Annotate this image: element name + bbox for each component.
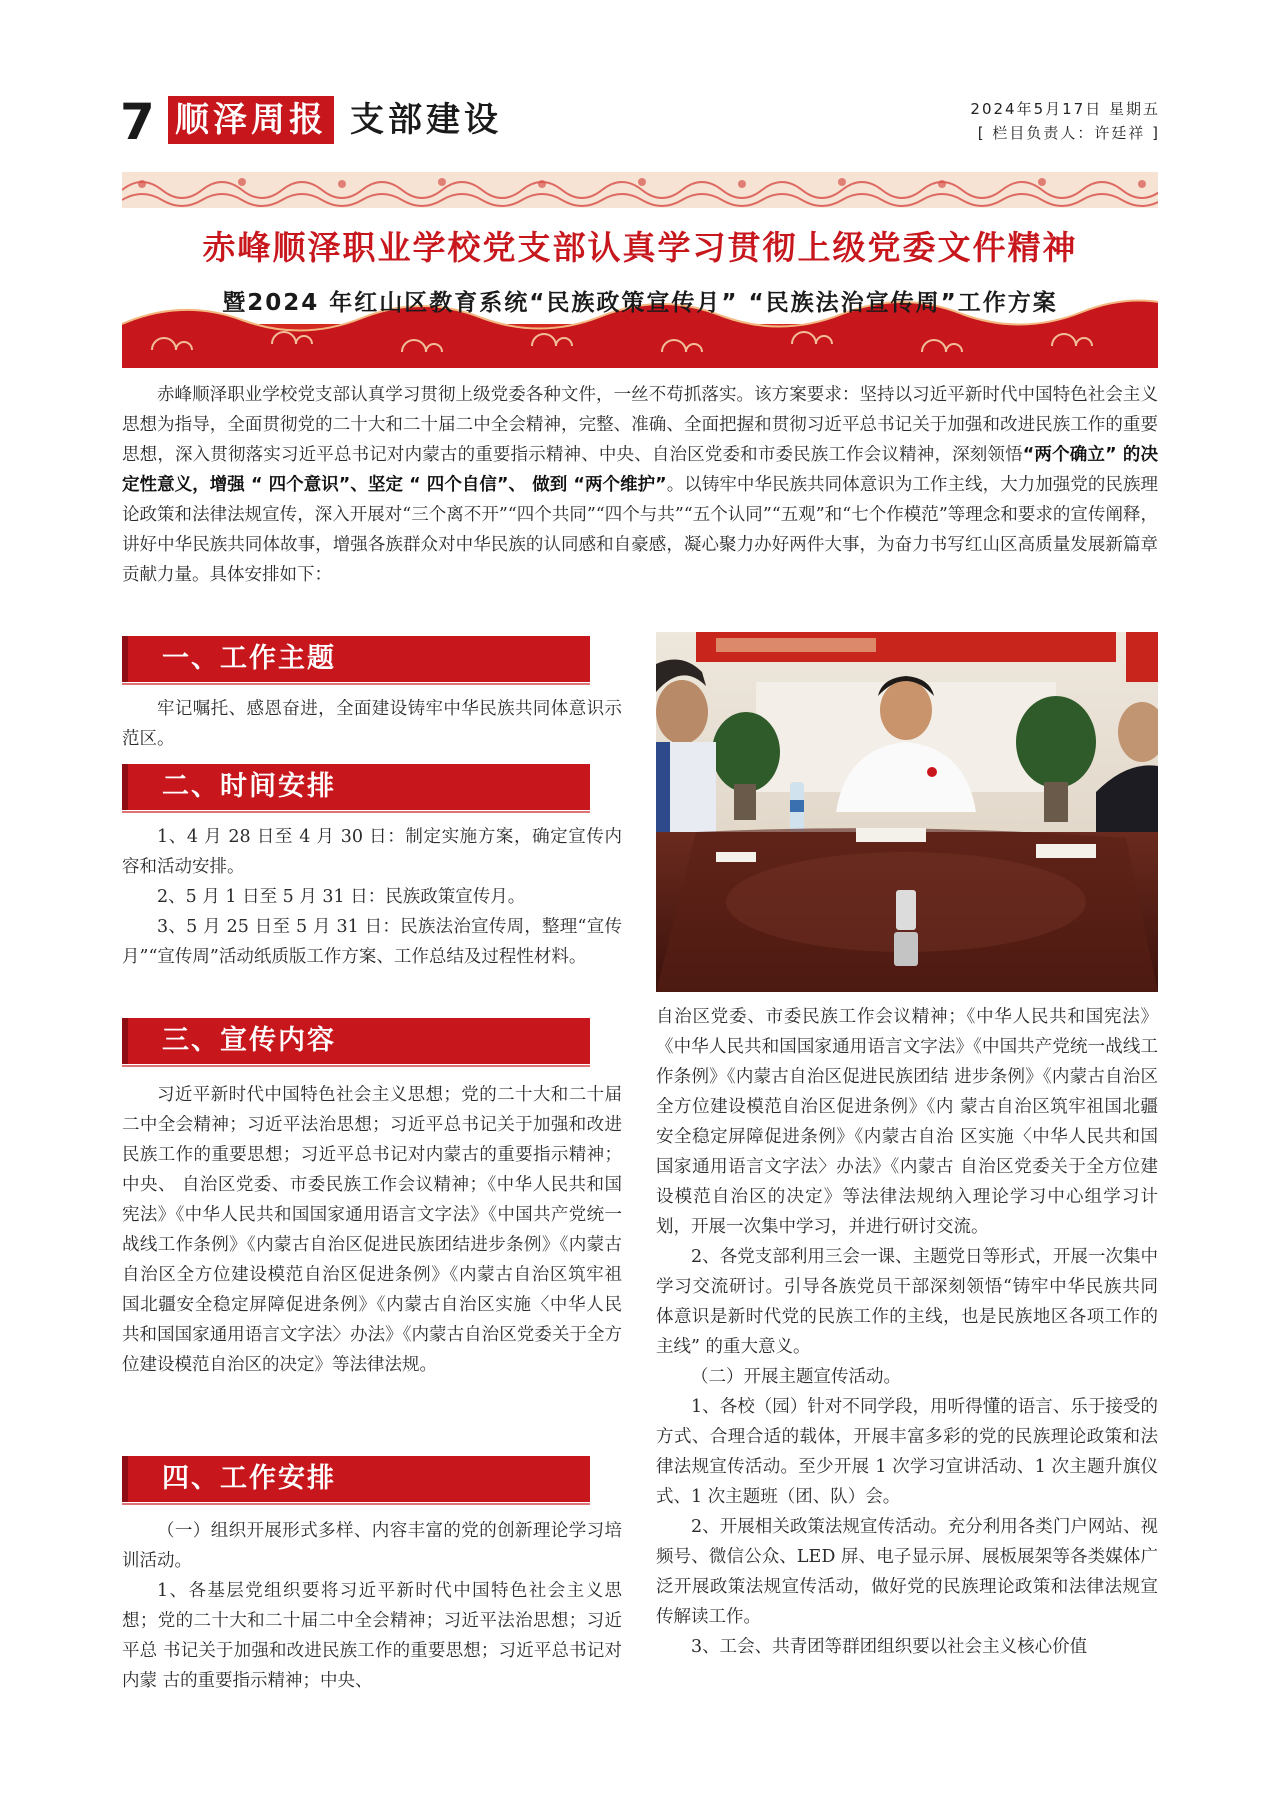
article-subtitle: 暨2024 年红山区教育系统“民族政策宣传月” “民族法治宣传周”工作方案	[222, 290, 1058, 316]
meeting-photo	[656, 632, 1158, 992]
article-title: 赤峰顺泽职业学校党支部认真学习贯彻上级党委文件精神	[202, 228, 1078, 267]
section-header-arrangement: 四、工作安排	[122, 1456, 590, 1502]
column-editor: [ 栏目负责人：许廷祥 ]	[977, 124, 1160, 142]
section-header-schedule: 二、时间安排	[122, 764, 590, 810]
intro-paragraph: 赤峰顺泽职业学校党支部认真学习贯彻上级党委各种文件，一丝不苟抓落实。该方案要求：坚持以习近平新时代中国特色社会主义思想为指导，全面贯彻党的二十大和二十届二中全会精神，完整、准确、全面把握和贯彻习近平总书记关于加强和改进民族工作的重要思想，深入贯彻落实习近平总书记对内蒙古的重要指示精神、中央、自治区党委和市委民族工作会议精神，深刻领悟“两个确立” 的决定性意义，增强 “ 四个意识”、坚定 “ 四个自信”、 做到 “两个维护”。以铸牢中华民族共同体意识为工作主线，大力加强党的民族理论政策和法律法规宣传，深入开展对“三个离不开”“四个共同”“四个与共”“五个认同”“五观”和“七个作模范”等理念和要求的宣传阐释，讲好中华民族共同体故事，增强各族群众对中华民族的认同感和自豪感，凝心聚力办好两件大事，为奋力书写红山区高质量发展新篇章贡献力量。具体安排如下：	[122, 385, 1159, 585]
list-item: 2、5 月 1 日至 5 月 31 日：民族政策宣传月。	[157, 887, 526, 907]
schedule-list	[122, 822, 622, 972]
newspaper-logo: 顺泽周报	[168, 96, 334, 144]
list-item: 3、5 月 25 日至 5 月 31 日：民族法治宣传周，整理“宣传月”“宣传周”活动纸质版工作方案、工作总结及过程性材料。	[122, 917, 622, 967]
work-theme-text: 牢记嘱托、感恩奋进，全面建设铸牢中华民族共同体意识示范区。	[122, 699, 622, 749]
section-header-content: 三、宣传内容	[122, 1018, 590, 1064]
right-column-text: 自治区党委、市委民族工作会议精神；《中华人民共和国宪法》《中华人民共和国国家通用语言文字法》《中国共产党统一战线工作条例》《内蒙古自治区促进民族团结 进步条例》《内蒙古自治区全方位建设模范自治区促进条例》《内 蒙古自治区筑牢祖国北疆安全稳定屏障促进条例》《内蒙古自治 区实施〈中华人民共和国国家通用语言文字法〉办法》《内蒙古 自治区党委关于全方位建设模范自治区的决定》等法律法规纳入理论学习中心组学习计划，开展一次集中学习，并进行研讨交流。 2、各党支部利用三会一课、主题党日等形式，开展一次集中 学习交流研讨。引导各族党员干部深刻领悟“铸牢中华民族共同 体意识是新时代党的民族工作的主线，也是民族地区各项工作的主线” 的重大意义。 （二）开展主题宣传活动。 1、各校（园）针对不同学段，用听得懂的语言、乐于接受的 方式、合理合适的载体，开展丰富多彩的党的民族理论政策和法 律法规宣传活动。至少开展 1 次学习宣讲活动、1 次主题升旗仪式、1 次主题班（团、队）会。 2、开展相关政策法规宣传活动。充分利用各类门户网站、视频号、微信公众、LED 屏、电子显示屏、展板展架等各类媒体广 泛开展政策法规宣传活动，做好党的民族理论政策和法律法规宣传解读工作。 3、工会、共青团等群团组织要以社会主义核心价值	[656, 1007, 1158, 1657]
content-text: 习近平新时代中国特色社会主义思想；党的二十大和二十届二中全会精神；习近平法治思想；习近平总书记关于加强和改进民族工作的重要思想；习近平总书记对内蒙古的重要指示精神；中央、 自治区党委、市委民族工作会议精神；《中华人民共和国 宪法》《中华人民共和国国家通用语言文字法》《中国共产党统一 战线工作条例》《内蒙古自治区促进民族团结进步条例》《内蒙古 自治区全方位建设模范自治区促进条例》《内蒙古自治区筑牢祖 国北疆安全稳定屏障促进条例》《内蒙古自治区实施〈中华人民 共和国国家通用语言文字法〉办法》《内蒙古自治区党委关于全方位建设模范自治区的决定》等法律法规。	[122, 1085, 622, 1375]
title-banner	[122, 172, 1158, 368]
arrangement-text: （一）组织开展形式多样、内容丰富的党的创新理论学习培训活动。 1、各基层党组织要将习近平新时代中国特色社会主义思想；党的二十大和二十届二中全会精神；习近平法治思想；习近平总 书记关于加强和改进民族工作的重要思想；习近平总书记对内蒙 古的重要指示精神；中央、	[122, 1521, 622, 1691]
section-title: 支部建设	[350, 100, 502, 140]
list-item: 1、4 月 28 日至 4 月 30 日：制定实施方案，确定宣传内容和活动安排。	[122, 827, 622, 877]
issue-date: 2024年5月17日 星期五	[970, 100, 1160, 118]
section-header-work-theme: 一、工作主题	[122, 636, 590, 682]
page-number: 7	[120, 93, 155, 151]
intro-bold-phrase: “两个确立” 的决定性意义，增强 “ 四个意识”、坚定 “ 四个自信”、 做到 “两个维护”	[122, 445, 1158, 495]
